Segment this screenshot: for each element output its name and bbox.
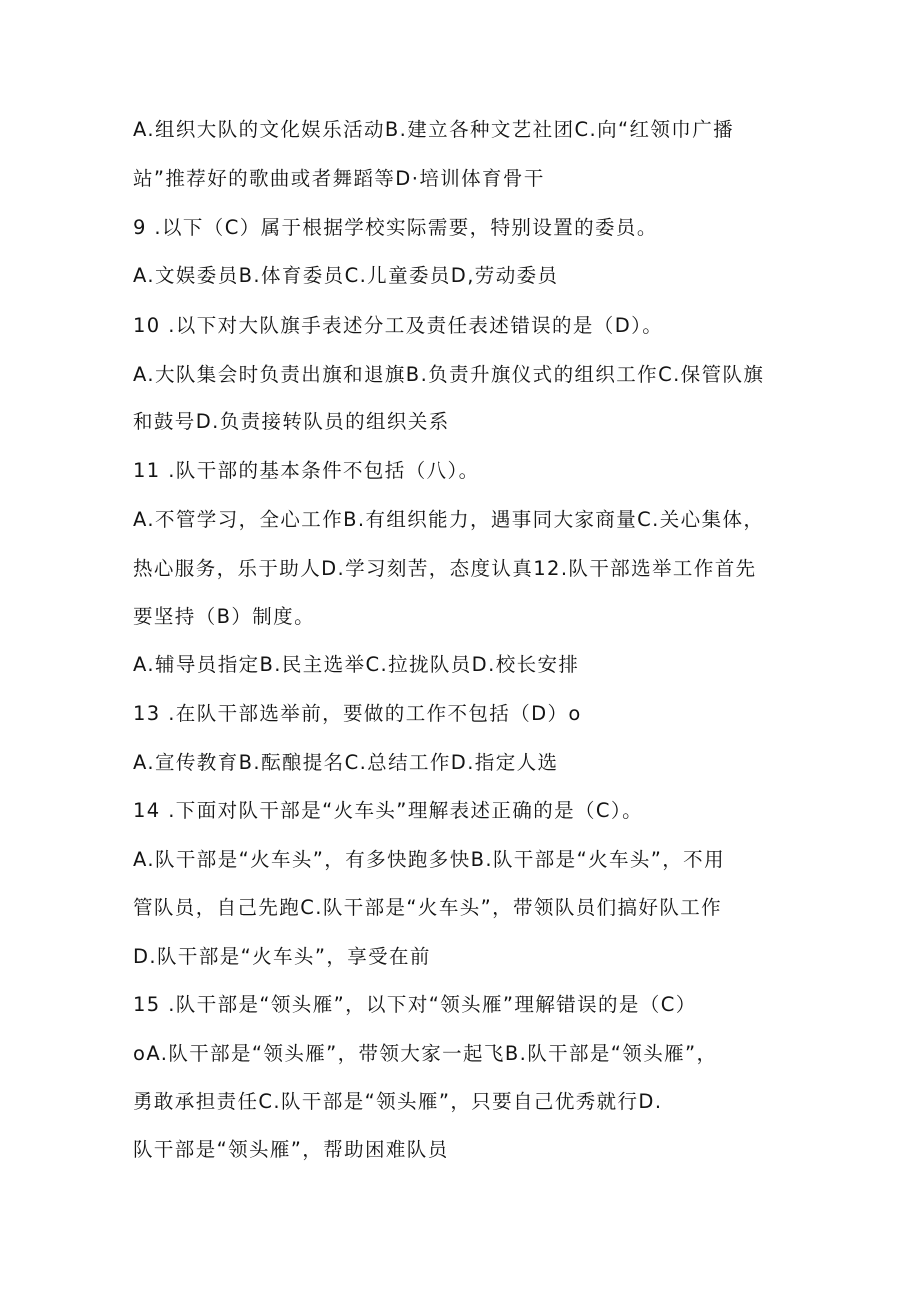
text-line-18: D.队干部是“火车头”，享受在前 — [133, 945, 431, 968]
text-line-20: oA.队干部是“领头雁”，带领大家一起飞B.队干部是“领头雁”， — [133, 1042, 718, 1065]
text-line-9: A.不管学习，全心工作B.有组织能力，遇事同大家商量C.关心集体， — [133, 508, 765, 531]
question-11: 11 .队干部的基本条件不包括（八）。 — [133, 459, 480, 482]
text-line-4: A.文娱委员B.体育委员C.儿童委员D,劳动委员 — [133, 264, 559, 287]
text-line-6: A.大队集会时负责出旗和退旗B.负责升旗仪式的组织工作C.保管队旗 — [133, 363, 765, 386]
text-line-2: 站”推荐好的歌曲或者舞蹈等D·培训体育骨干 — [133, 167, 545, 190]
text-line-14: A.宣传教育B.酝酿提名C.总结工作D.指定人选 — [133, 751, 559, 774]
question-10: 10 .以下对大队旗手表述分工及责任表述错误的是（D）。 — [133, 314, 664, 337]
text-line-7: 和鼓号D.负责接转队员的组织关系 — [133, 410, 450, 433]
text-line-16: A.队干部是“火车头”，有多快跑多快B.队干部是“火车头”，不用 — [133, 848, 725, 871]
text-line-17: 管队员，自己先跑C.队干部是“火车头”，带领队员们搞好队工作 — [133, 896, 723, 919]
question-13: 13 .在队干部选举前，要做的工作不包括（D）o — [133, 702, 582, 725]
question-15: 15 .队干部是“领头雁”，以下对“领头雁”理解错误的是（C） — [133, 993, 697, 1016]
text-line-11: 要坚持（B）制度。 — [133, 605, 315, 628]
text-line-12: A.辅导员指定B.民主选举C.拉拢队员D.校长安排 — [133, 653, 580, 676]
question-14: 14 .下面对队干部是“火车头”理解表述正确的是（C）。 — [133, 799, 643, 822]
text-line-10: 热心服务，乐于助人D.学习刻苦，态度认真12.队干部选举工作首先 — [133, 557, 757, 580]
text-line-1: A.组织大队的文化娱乐活动B.建立各种文艺社团C.向“红领巾广播 — [133, 118, 734, 141]
text-line-21: 勇敢承担责任C.队干部是“领头雁”，只要自己优秀就行D. — [133, 1090, 663, 1113]
question-9: 9 .以下（C）属于根据学校实际需要，特别设置的委员。 — [133, 216, 658, 239]
text-line-22: 队干部是“领头雁”，帮助困难队员 — [133, 1138, 449, 1161]
